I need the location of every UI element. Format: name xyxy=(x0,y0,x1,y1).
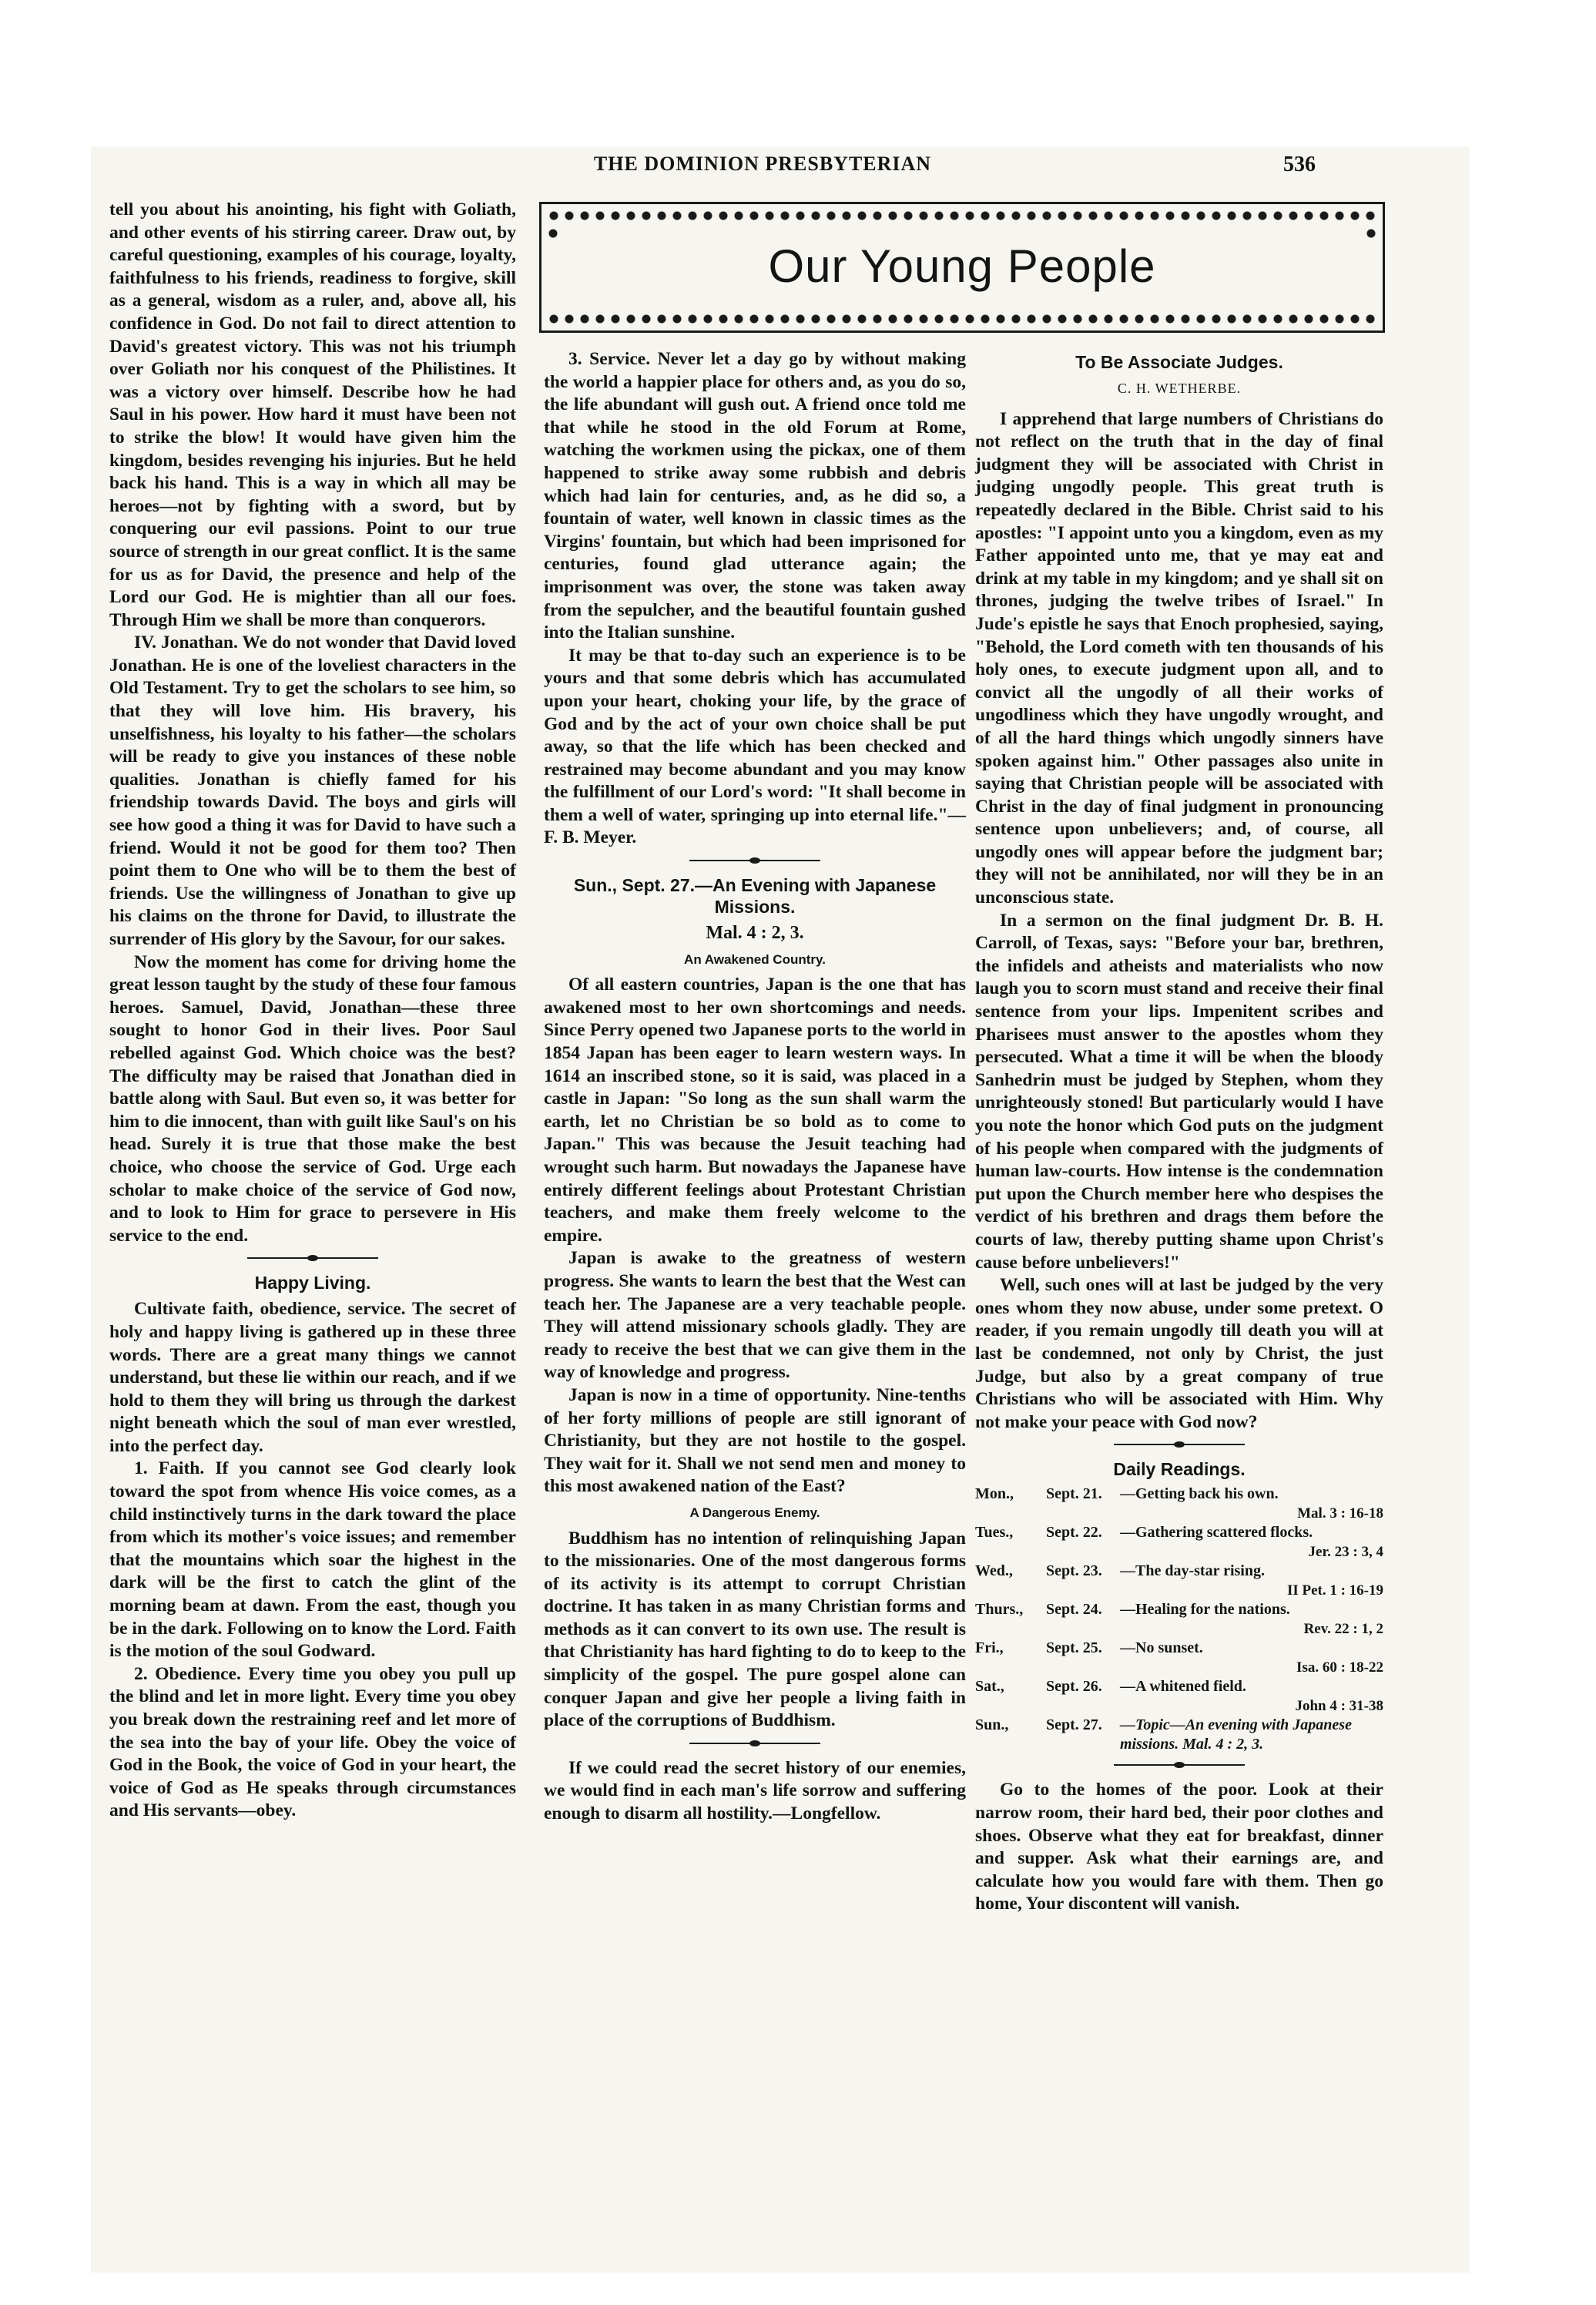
paragraph: Japan is now in a time of opportunity. Nine-tenths of her forty millions of people are still ignorant of Christianity, but they are not hostile to the gospel. They wait for it. Shall we not send men and money to this most awakened nation of the East? xyxy=(544,1384,966,1497)
reading-date: Sept. 26. xyxy=(1046,1678,1102,1696)
paragraph: IV. Jonathan. We do not wonder that David loved Jonathan. He is one of the loveliest characters in the Old Testament. Try to get the scholars to see him, so that they will love him. His bravery, his unselfishness, his loyalty to his father—the scholars will be ready to give you instances of these noble qualities. Jonathan is chiefly famed for his friendship towards David. The boys and girls will see how good a thing it was for David to have such a friend. Would it not be good for them too? Then point them to One who will be to them the best of friends. Use the willingness of Jonathan to give up his claims on the throne for David, to illustrate the surrender of His glory by the Savour, for our sakes. xyxy=(109,632,516,949)
reading-item xyxy=(975,1523,1383,1562)
running-title: THE DOMINION PRESBYTERIAN xyxy=(593,153,932,175)
paragraph: tell you about his anointing, his fight with Goliath, and other events of his stirring career. Draw out, by careful questioning, examples of his courage, loyalty, faithfulness to his friends, readiness to forgive, skill as a general, wisdom as a ruler, and, above all, his confidence in God. Do not fail to direct attention to David's greatest victory. This was not his triumph over Goliath nor his conquest of the Philistines. It was a victory over himself. Describe how he had Saul in his power. How hard it must have been not to strike the blow! It would have given him the kingdom, besides revenging his injuries. But he held back his hand. This is a way in which all may be heroes—not by fighting with a sword, but by conquering our evil passions. Point to our true source of strength in our great conflict. It is the same for us as for David, the presence and help of the Lord our God. He is mightier than all our foes. Through Him we shall be more than conquerors. xyxy=(109,200,516,630)
section-divider xyxy=(1114,1441,1245,1448)
reading-scripture: II Pet. 1 : 16-19 xyxy=(1286,1582,1383,1599)
readings-heading: Daily Readings. xyxy=(1113,1459,1246,1480)
ornament-border xyxy=(546,312,1378,326)
ornament-border xyxy=(1364,226,1378,240)
column-left xyxy=(109,199,516,1823)
daily-readings-list xyxy=(975,1485,1383,1754)
reading-topic: —Healing for the nations. xyxy=(1120,1601,1290,1619)
reading-topic: —The day-star rising. xyxy=(1120,1562,1265,1580)
paragraph: 3. Service. Never let a day go by without making the world a happier place for others and, as you do so, the life abundant will gush out. A friend once told me that while he stood in the old Forum at Rome, watching the workmen using the pickax, one of them happened to strike away some rubbish and debris which had lain for centuries, and, as he did so, a fountain of water, well known in classic times as the Virgins' fountain, but which had been imprisoned for centuries, found glad utterance again; the imprisonment was over, the stone was taken away from the sepulcher, and the beautiful fountain gushed into the Italian sunshine. xyxy=(544,349,966,643)
reading-topic: —A whitened field. xyxy=(1120,1678,1246,1696)
reading-item xyxy=(975,1639,1383,1677)
ornament-border xyxy=(546,226,560,240)
byline: C. H. WETHERBE. xyxy=(1117,381,1242,396)
section-divider xyxy=(689,857,820,864)
reading-item xyxy=(975,1716,1383,1754)
paragraph: Cultivate faith, obedience, service. The secret of holy and happy living is gathered up in these three words. There are a great many things we cannot understand, but these lie within our reach, and if we hold to them they will bring us through the darkest night beneath which the soul of man ever wrestled, into the perfect day. xyxy=(109,1299,516,1456)
reading-scripture: Isa. 60 : 18-22 xyxy=(1296,1659,1383,1676)
reading-day: Tues., xyxy=(975,1524,1014,1542)
section-divider xyxy=(1114,1762,1245,1768)
reading-item xyxy=(975,1600,1383,1639)
reading-date: Sept. 21. xyxy=(1046,1485,1102,1503)
section-heading: Sun., Sept. 27.—An Evening with Japanese Missions. xyxy=(573,875,937,918)
reading-day: Sat., xyxy=(975,1678,1004,1696)
paragraph: I apprehend that large numbers of Christians do not reflect on the truth that in the day of final judgment they will be associated with Christ in judging ungodly people. This great truth is repeatedly declared in the Bible. Christ said to his apostles: "I appoint unto you a kingdom, even as my Father appointed unto me, that ye may eat and drink at my table in my kingdom; and ye shall sit on thrones, judging the twelve tribes of Israel." In Jude's epistle he says that Enoch prophesied, saying, "Behold, the Lord cometh with ten thousands of his holy ones, to execute judgment upon all, and to convict all the ungodly of all their works of ungodliness which they have ungodly wrought, and of all the hard things which ungodly sinners have spoken against him." Other passages also unite in saying that Christian people will be associated with Christ in the day of final judgment in pronouncing sentence upon unbelievers; and, of course, all ungodly ones will appear before the judgment bar; they will not be annihilated, nor will they be in an unconscious state. xyxy=(975,408,1383,908)
paragraph: 2. Obedience. Every time you obey you pull up the blind and let in more light. Every time you obey you break down the restraining reef and let more of the sea into the bay of your life. Obey the voice of God in the Book, the voice of God in your heart, the voice of God as He speaks through circumstances and His servants—obey. xyxy=(109,1663,516,1821)
paragraph: In a sermon on the final judgment Dr. B. H. Carroll, of Texas, says: "Before your bar, brethren, the infidels and atheists and materialists who now laugh you to scorn must stand and receive their final sentence from your lips. Impenitent scribes and Pharisees must answer to the apostles whom they persecuted. What a time it will be when the bloody Sanhedrin must be judged by Stephen, whom they unrighteously stoned! But particularly would I have you note the honor which God puts on the judgment of his people when compared with the judgments of human law-courts. How intense is the condemnation put upon the Church member here who despises the verdict of his brethren and drags them before the courts of law, thereby putting shame upon Christ's cause before unbelievers!" xyxy=(975,910,1383,1273)
page-number: 536 xyxy=(1283,153,1316,176)
reading-day: Wed., xyxy=(975,1562,1013,1580)
paragraph: Now the moment has come for driving home the great lesson taught by the study of these four famous heroes. Samuel, David, Jonathan—these three sought to honor God in their lives. Poor Saul rebelled against God. Which choice was the best? The difficulty may be raised that Jonathan died in battle along with Saul. But even so, it was better for him to die innocent, than with guilt like Saul's on his head. Surely it is true that those make the best choice, who choose the service of God. Urge each scholar to make choice of the service of God now, and to look to Him for grace to persevere in His service to the end. xyxy=(109,951,516,1246)
reading-topic: —Topic—An evening with Japanese missions. Mal. 4 : 2, 3. xyxy=(1120,1716,1352,1753)
reading-date: Sept. 24. xyxy=(1046,1601,1102,1619)
reading-day: Sun., xyxy=(975,1716,1009,1734)
reading-item xyxy=(975,1562,1383,1600)
scripture-reference: Mal. 4 : 2, 3. xyxy=(706,923,804,944)
reading-item xyxy=(975,1677,1383,1716)
subheading: An Awakened Country. xyxy=(684,951,826,967)
subheading: A Dangerous Enemy. xyxy=(689,1505,820,1520)
paragraph: Buddhism has no intention of relinquishing Japan to the missionaries. One of the most dangerous forms of its activity is its attempt to corrupt Christian doctrine. It has taken in as many Christian forms and methods as it can convert to its own use. The result is that Christianity has hard fighting to do to keep to the simplicity of the gospel. The pure gospel alone can conquer Japan and give her people a living faith in place of the corruptions of Buddhism. xyxy=(544,1528,966,1731)
quotation: If we could read the secret history of our enemies, we would find in each man's life sorrow and suffering enough to disarm all hostility.—Longfellow. xyxy=(544,1757,966,1824)
column-right xyxy=(975,348,1383,1916)
reading-date: Sept. 23. xyxy=(1046,1562,1102,1580)
section-divider xyxy=(689,1740,820,1746)
column-middle xyxy=(544,348,966,1826)
reading-item xyxy=(975,1485,1383,1523)
reading-day: Thurs., xyxy=(975,1601,1024,1619)
paragraph: Well, such ones will at last be judged by the very ones whom they now abuse, under some pretext. O reader, if you remain ungodly till death you will at last be condemned, not only by Christ, the just Judge, but also by a great company of true Christians who will be associated with Him. Why not make your peace with God now? xyxy=(975,1275,1383,1432)
reading-scripture: Rev. 22 : 1, 2 xyxy=(1303,1621,1383,1638)
reading-date: Sept. 27. xyxy=(1046,1716,1102,1734)
reading-scripture: Jer. 23 : 3, 4 xyxy=(1308,1544,1383,1561)
reading-topic: —No sunset. xyxy=(1120,1639,1203,1657)
paragraph: Go to the homes of the poor. Look at their narrow room, their hard bed, their poor clothes and shoes. Observe what they eat for breakfast, dinner and supper. Ask what their earnings are, and calculate how you would fare with them. Then go home, Your discontent will vanish. xyxy=(975,1780,1383,1914)
article-heading: To Be Associate Judges. xyxy=(1075,352,1283,372)
reading-scripture: John 4 : 31-38 xyxy=(1295,1698,1383,1715)
reading-date: Sept. 22. xyxy=(1046,1524,1102,1542)
reading-topic: —Getting back his own. xyxy=(1120,1485,1279,1503)
banner-title: Our Young People xyxy=(768,240,1156,292)
reading-day: Fri., xyxy=(975,1639,1004,1657)
reading-topic: —Gathering scattered flocks. xyxy=(1120,1524,1313,1542)
reading-scripture: Mal. 3 : 16-18 xyxy=(1297,1505,1383,1522)
section-heading: Happy Living. xyxy=(254,1273,371,1293)
paragraph: Japan is awake to the greatness of western progress. She wants to learn the best that the West can teach her. The Japanese are a very teachable people. They will attend missionary schools gladly. They are ready to receive the best that we can give them in the way of knowledge and progress. xyxy=(544,1248,966,1383)
paragraph: It may be that to-day such an experience is to be yours and that some debris which has accumulated upon your heart, choking your life, by the grace of God and by the act of your own choice shall be put away, so that the life which has been checked and restrained may become abundant and you may know the fulfillment of our Lord's word: "It shall become in them a well of water, springing up into eternal life."—F. B. Meyer. xyxy=(544,645,966,848)
ornament-border xyxy=(546,209,1378,223)
reading-day: Mon., xyxy=(975,1485,1014,1503)
section-banner xyxy=(539,202,1385,333)
section-divider xyxy=(247,1255,378,1261)
reading-date: Sept. 25. xyxy=(1046,1639,1102,1657)
paragraph: Of all eastern countries, Japan is the one that has awakened most to her own shortcomings and needs. Since Perry opened two Japanese ports to the world in 1854 Japan has been eager to learn western ways. In 1614 an inscribed stone, so it is said, was placed in a castle in Japan: "So long as the sun shall warm the earth, let no Christian be so bold as to come to Japan." This was because the Jesuit teaching had wrought such harm. But nowadays the Japanese have entirely different feelings about Protestant Christian teachers, and make them freely welcome to the empire. xyxy=(544,975,966,1246)
paragraph: 1. Faith. If you cannot see God clearly look toward the spot from whence His voice comes, as a child instinctively turns in the dark toward the place from which its mother's voice issues; and remember that the mountains which soar the highest in the dark will be the first to catch the glint of the morning beam at dawn. From the east, though you be in the dark. Following on to know the Lord. Faith is the motion of the soul Godward. xyxy=(109,1458,516,1662)
